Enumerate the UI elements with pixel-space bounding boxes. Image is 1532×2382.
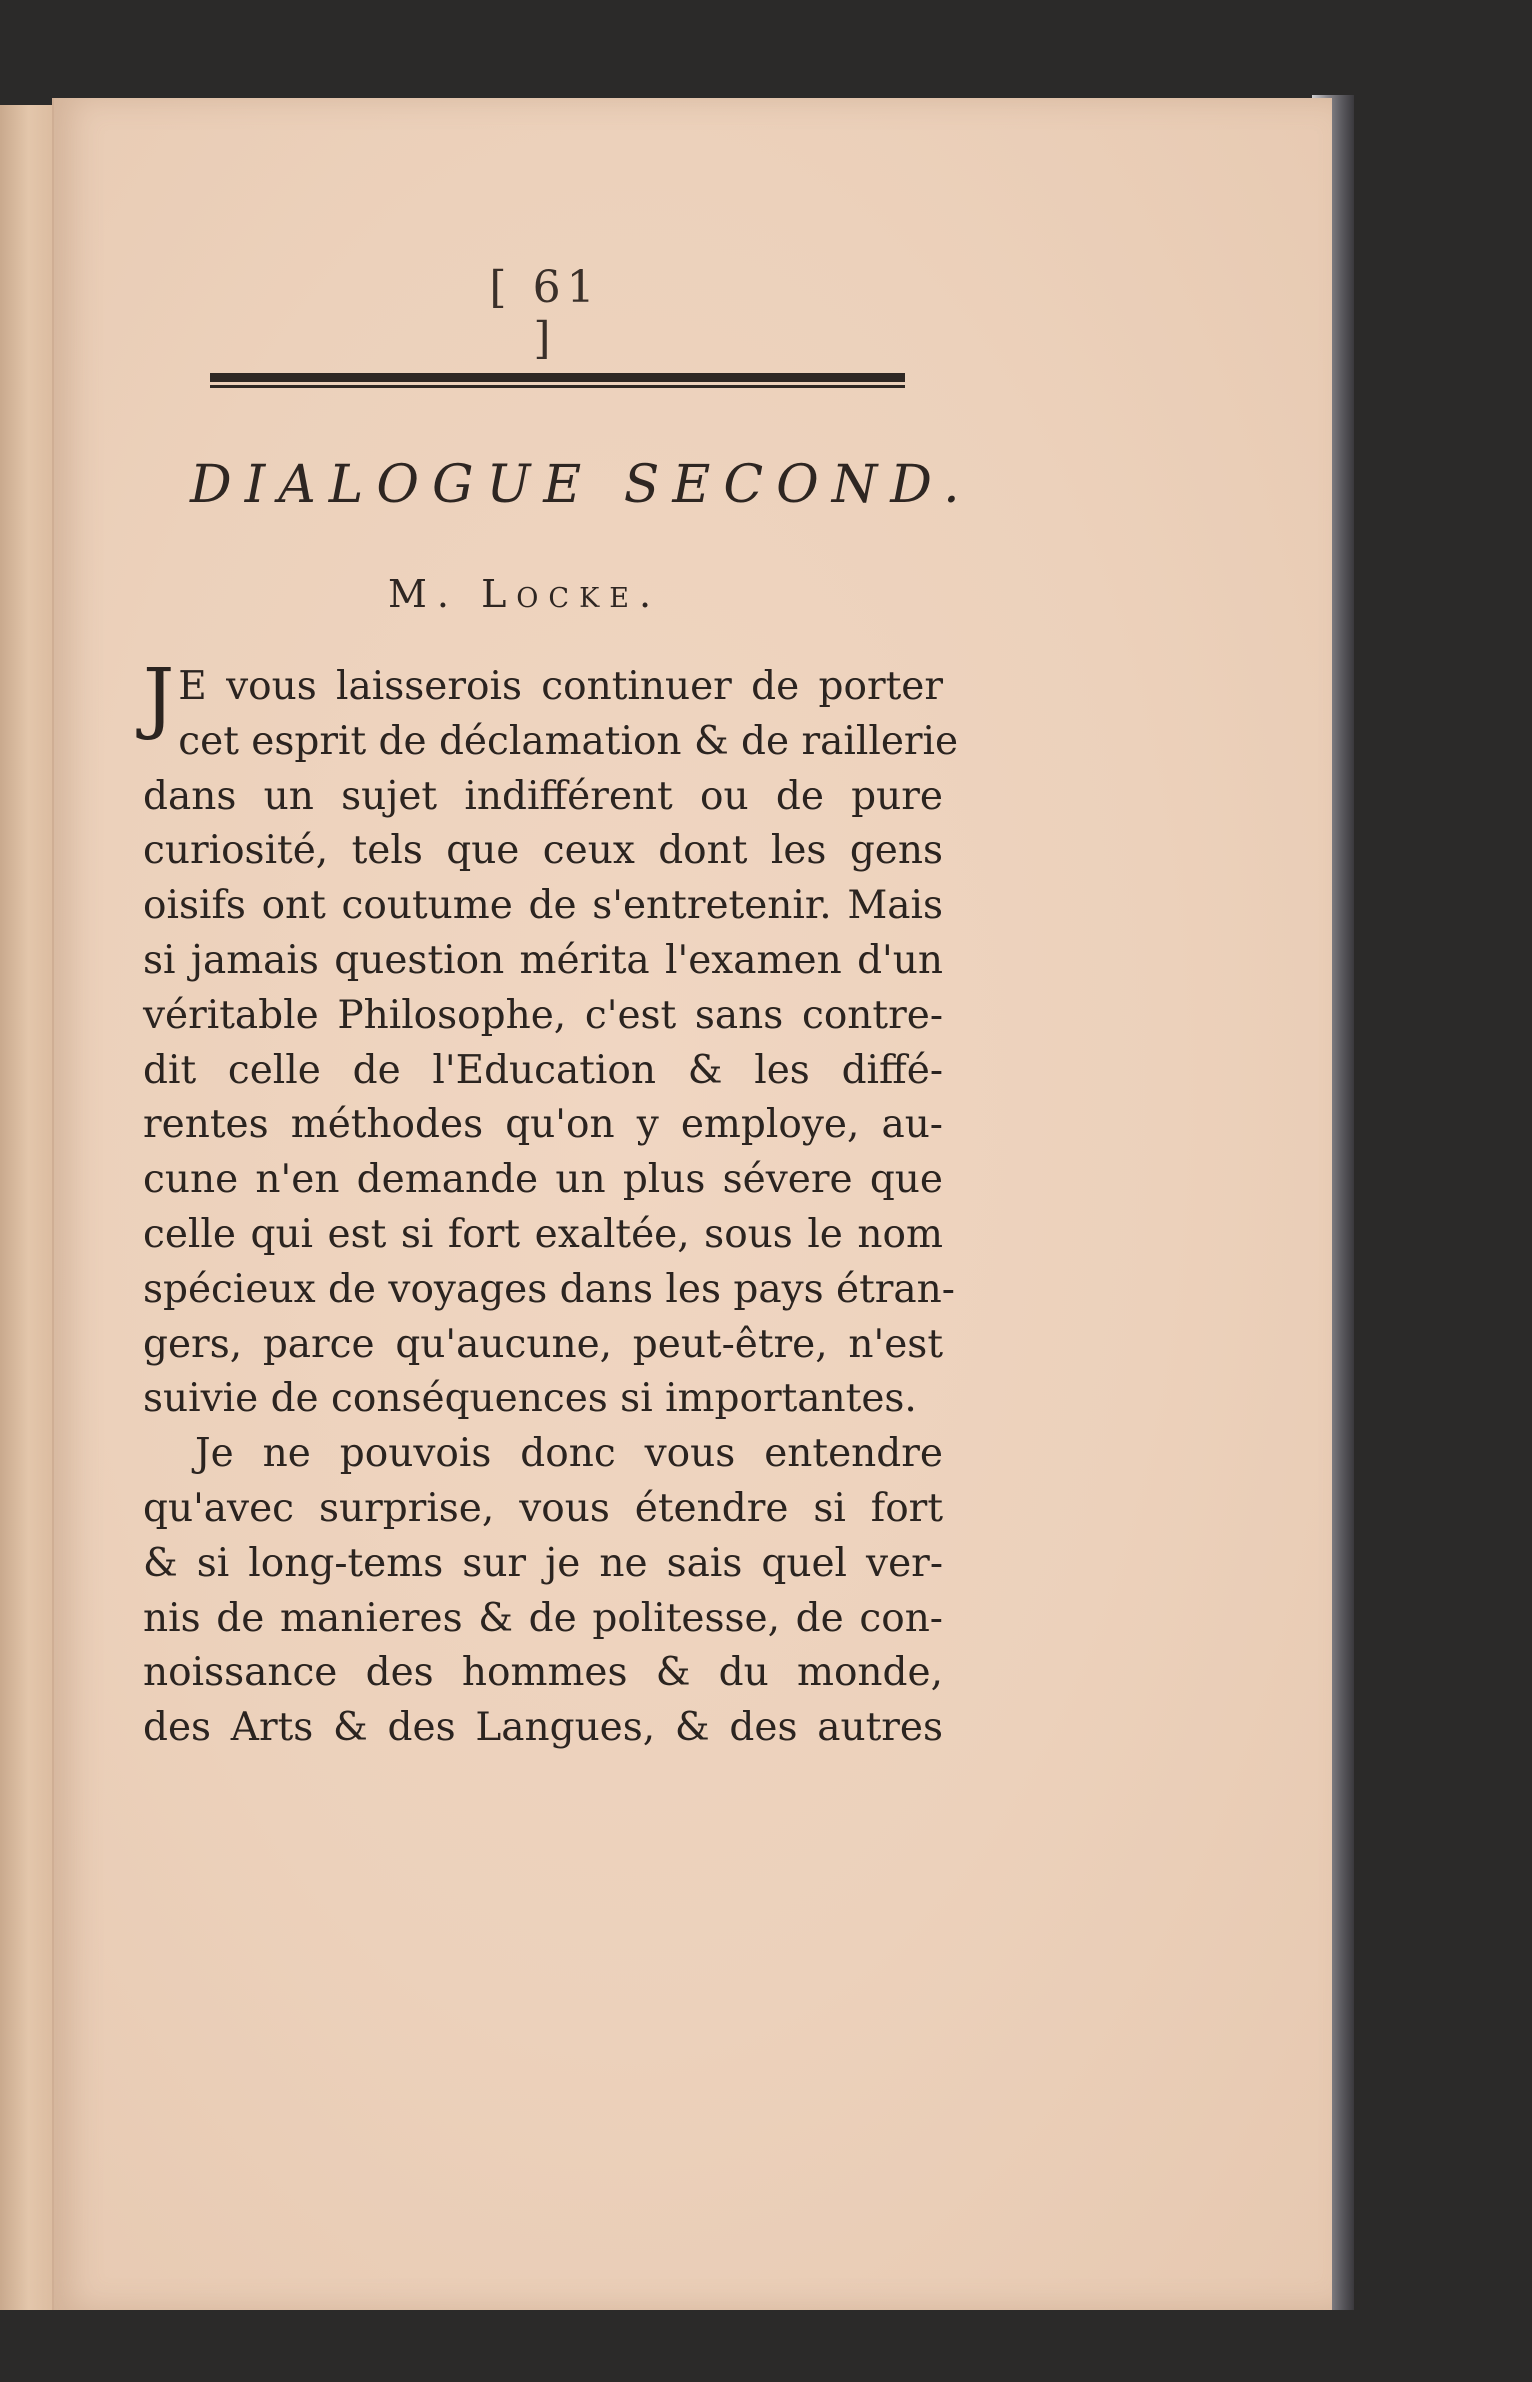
paragraph-2	[143, 1427, 943, 1756]
body-text	[143, 653, 959, 1756]
text-line: des Arts & des Langues, & des autres	[143, 1705, 943, 1751]
speaker-heading: M. Locke.	[388, 572, 662, 616]
text-line: suivie de conséquences si importantes.	[143, 1376, 917, 1422]
text-line: & si long-tems sur je ne sais quel ver-	[143, 1540, 943, 1586]
text-line: nis de manieres & de politesse, de con-	[143, 1595, 943, 1641]
text-line: E vous laisserois continuer de porter	[178, 664, 943, 709]
text-line: gers, parce qu'aucune, peut-être, n'est	[143, 1321, 943, 1367]
text-line: cet esprit de déclamation & de raillerie	[178, 718, 959, 764]
text-line: dans un sujet indifférent ou de pure	[143, 773, 943, 819]
text-line: spécieux de voyages dans les pays étran-	[143, 1266, 955, 1312]
text-line: rentes méthodes qu'on y employe, au-	[143, 1102, 943, 1148]
text-line: celle qui est si fort exaltée, sous le nom	[143, 1211, 943, 1257]
text-line: Je ne pouvois donc vous entendre	[195, 1431, 943, 1477]
paragraph-1	[143, 653, 959, 1427]
text-line: véritable Philosophe, c'est sans contre-	[143, 992, 943, 1038]
header-rule	[210, 373, 905, 389]
text-line: oisifs ont coutume de s'entretenir. Mais	[143, 883, 943, 929]
chapter-title: DIALOGUE SECOND.	[190, 455, 973, 515]
header-rule-thick	[210, 373, 905, 382]
text-line: curiosité, tels que ceux dont les gens	[143, 828, 943, 874]
text-line: dit celle de l'Education & les diffé-	[143, 1047, 943, 1093]
text-line: qu'avec surprise, vous étendre si fort	[143, 1485, 943, 1531]
text-line: cune n'en demande un plus sévere que	[143, 1157, 943, 1203]
header-rule-thin	[210, 385, 905, 388]
text-line: si jamais question mérita l'examen d'un	[143, 937, 943, 983]
page-number: [ 61 ]	[489, 262, 601, 364]
drop-cap: J	[143, 653, 175, 743]
text-line: noissance des hommes & du monde,	[143, 1650, 943, 1696]
